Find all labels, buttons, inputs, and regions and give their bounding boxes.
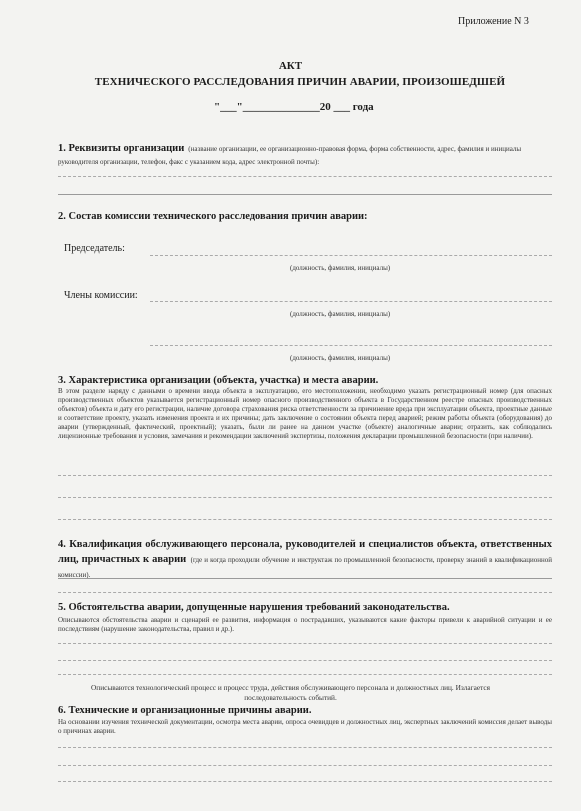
appendix-label: Приложение N 3 (458, 16, 529, 27)
section-5-note: последовательность событий. (244, 693, 337, 702)
member-caption: (должность, фамилия, инициалы) (290, 354, 391, 362)
section-6-desc: На основании изучения технической документации, осмотра места аварии, опроса очевидцев и должностных лиц, экспертных заключений комиссия делает выводы о причинах аварии. (58, 718, 552, 735)
field-line[interactable] (58, 747, 552, 748)
member-field[interactable] (150, 301, 552, 302)
section-5-note: Описываются технологический процесс и процесс труда, действия обслуживающего персонала и должностных лиц. Излагается (91, 683, 490, 692)
field-line[interactable] (58, 592, 552, 593)
section-1-heading: 1. Реквизиты организации (58, 143, 185, 154)
section-1-desc: (название организации, ее организационно-правовая форма, форма собственности, адрес, фамилия и инициалы руководителя организации, телефон, факс с указанием кода, адрес электронной почты): (58, 145, 522, 166)
section-6-heading: 6. Технические и организационные причины аварии. (58, 705, 312, 716)
section-4 (58, 536, 552, 580)
field-line[interactable] (58, 475, 552, 476)
chairman-label: Председатель: (64, 243, 125, 254)
field-line[interactable] (58, 176, 552, 177)
field-line[interactable] (58, 781, 552, 782)
field-line[interactable] (58, 765, 552, 766)
section-3-heading: 3. Характеристика организации (объекта, участка) и места аварии. (58, 375, 379, 386)
date-line: "___"______________20 ___ года (214, 101, 374, 113)
field-line[interactable] (58, 643, 552, 644)
section-1 (58, 141, 552, 167)
field-line[interactable] (58, 674, 552, 675)
section-4-heading: 4. Квалификация обслуживающего персонала, руководителей и специалистов объекта, ответственных лиц, причастных к аварии (58, 539, 552, 565)
field-line[interactable] (58, 497, 552, 498)
field-line[interactable] (58, 660, 552, 661)
field-line[interactable] (58, 194, 552, 195)
section-3-desc: В этом разделе наряду с данными о времени ввода объекта в эксплуатацию, его местоположении, необходимо указать регистрационный номер (для опасных производственных объектов указывается регистрационный номер опасного производственного объекта в Государственном реестре опасных производственных объектов) объекта и дату его регистрации, наличие договора страхования риска ответственности за причинение вреда при эксплуатации объекта, проектные данные и соответствие проекту, указать изменения проекта и их причины; дать заключение о состоянии объекта перед аварией; режим работы объекта (оборудования) до аварии (утвержденный, фактический, проектный); указать, были ли ранее на данном участке (объекте) аналогичные аварии; отразить, как соблюдались лицензионные требования и условия, замечания и рекомендации заключений экспертизы, положения декларации промышленной безопасности (при наличии). (58, 387, 552, 440)
section-5-heading: 5. Обстоятельства аварии, допущенные нарушения требований законодательства. (58, 602, 450, 613)
chairman-field[interactable] (150, 255, 552, 256)
chairman-caption: (должность, фамилия, инициалы) (290, 264, 391, 272)
member-caption: (должность, фамилия, инициалы) (290, 310, 391, 318)
members-label: Члены комиссии: (64, 290, 138, 301)
field-line[interactable] (58, 578, 552, 579)
document-title: АКТ (278, 60, 303, 72)
section-5-desc: Описываются обстоятельства аварии и сценарий ее развития, информация о пострадавших, указываются какие факторы привели к аварийной ситуации и ее последствиям (нарушение законодательства, правил и др.). (58, 616, 552, 633)
section-4-desc: (где и когда проходили обучение и инструктаж по промышленной безопасности, проверку знаний в квалификационной комиссии). (58, 556, 553, 579)
field-line[interactable] (58, 519, 552, 520)
document-subtitle: ТЕХНИЧЕСКОГО РАССЛЕДОВАНИЯ ПРИЧИН АВАРИИ, ПРОИЗОШЕДШЕЙ (94, 76, 506, 88)
section-2-heading: 2. Состав комиссии технического расследования причин аварии: (58, 211, 368, 222)
member-field[interactable] (150, 345, 552, 346)
